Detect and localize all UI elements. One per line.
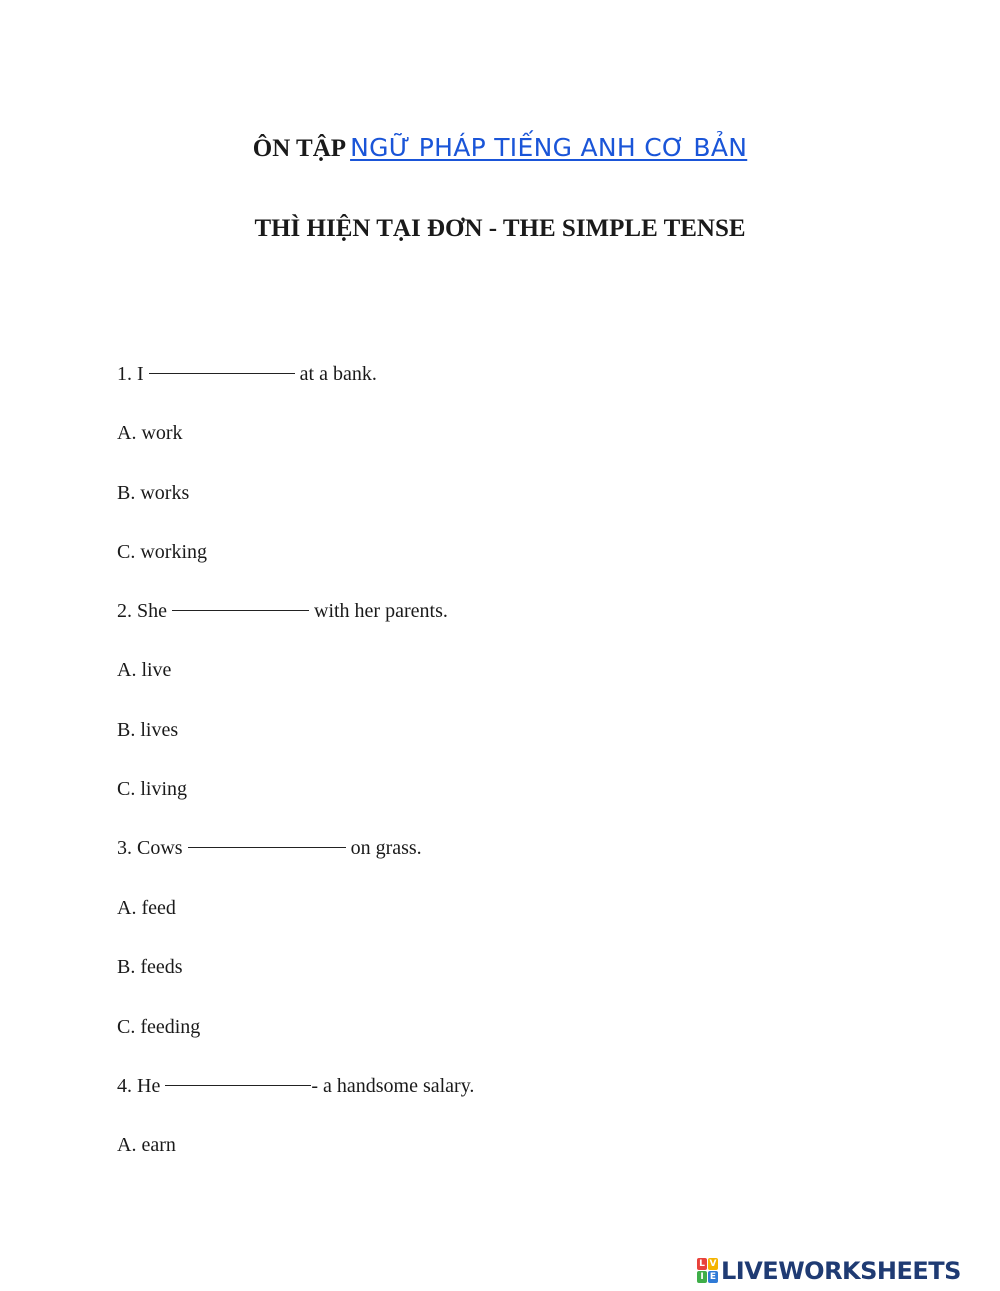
question-1-stem: 1. I xyxy=(117,363,144,385)
option-1b[interactable]: B. works xyxy=(117,482,190,504)
question-3-tail: on grass. xyxy=(350,837,422,859)
page-title xyxy=(0,133,1000,163)
option-4a[interactable]: A. earn xyxy=(117,1134,176,1156)
title-link[interactable]: NGỮ PHÁP TIẾNG ANH CƠ BẢN xyxy=(350,133,748,162)
option-2a[interactable]: A. live xyxy=(117,659,172,681)
question-4-tail: - a handsome salary. xyxy=(311,1075,475,1097)
answer-blank-2[interactable] xyxy=(172,610,309,611)
question-4-stem: 4. He xyxy=(117,1075,161,1097)
question-3-stem: 3. Cows xyxy=(117,837,183,859)
question-4 xyxy=(117,1074,474,1098)
answer-blank-4[interactable] xyxy=(165,1085,311,1086)
answer-blank-1[interactable] xyxy=(149,373,295,374)
question-2 xyxy=(117,599,448,623)
option-1c[interactable]: C. working xyxy=(117,541,207,563)
option-1a[interactable]: A. work xyxy=(117,422,183,444)
answer-blank-3[interactable] xyxy=(188,847,346,848)
option-3b[interactable]: B. feeds xyxy=(117,956,183,978)
question-1 xyxy=(117,362,377,386)
liveworksheets-logo[interactable] xyxy=(697,1256,961,1286)
question-1-tail: at a bank. xyxy=(299,363,377,385)
option-2b[interactable]: B. lives xyxy=(117,719,179,741)
logo-text: LIVEWORKSHEETS xyxy=(721,1257,961,1285)
option-3a[interactable]: A. feed xyxy=(117,897,176,919)
logo-badge-icon: L I V E xyxy=(697,1258,719,1284)
question-3 xyxy=(117,836,422,860)
option-2c[interactable]: C. living xyxy=(117,778,188,800)
title-prefix: ÔN TẬP xyxy=(252,135,347,162)
option-3c[interactable]: C. feeding xyxy=(117,1016,201,1038)
question-2-stem: 2. She xyxy=(117,600,167,622)
question-2-tail: with her parents. xyxy=(314,600,448,622)
page-subtitle: THÌ HIỆN TẠI ĐƠN - THE SIMPLE TENSE xyxy=(254,215,746,242)
